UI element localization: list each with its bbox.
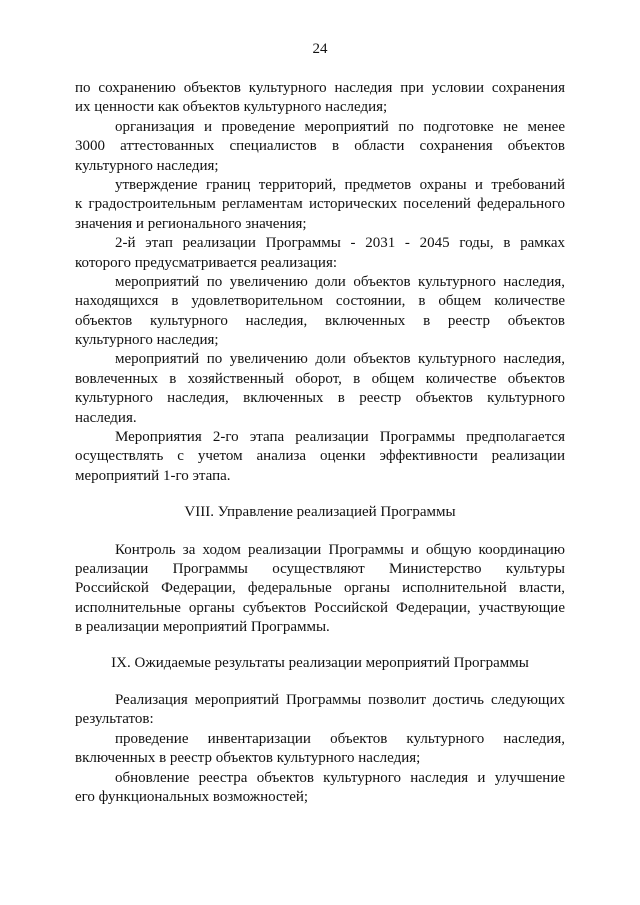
text-line: организация и проведение мероприятий по подготовке не менее [115,118,565,135]
text-line: к градостроительным регламентам исторических поселений федерального [75,196,565,213]
text-line: результатов: [75,711,154,728]
text-line: обновление реестра объектов культурного наследия и улучшение [115,769,565,786]
text-line: в реализации мероприятий Программы. [75,619,330,636]
text-line: утверждение границ территорий, предметов охраны и требований [115,176,565,193]
text-line: Контроль за ходом реализации Программы и общую координацию [115,541,565,558]
document-body [75,79,565,807]
text-line: которого предусматривается реализация: [75,254,338,271]
text-line: культурного наследия; [75,332,219,349]
section-heading-viii: VIII. Управление реализацией Программы [184,504,456,521]
text-line: мероприятий по увеличению доли объектов культурного наследия, [115,351,565,368]
text-line: культурного наследия, включенных в реестр объектов культурного [75,390,565,407]
text-line: Мероприятия 2-го этапа реализации Программы предполагается [115,429,565,446]
text-line: 3000 аттестованных специалистов в области сохранения объектов [75,138,565,155]
text-line: реализации Программы осуществляют Министерство культуры [75,560,565,577]
text-line: включенных в реестр объектов культурного наследия; [75,750,421,767]
text-line: их ценности как объектов культурного наследия; [75,99,388,116]
text-line: объектов культурного наследия, включенных в реестр объектов [75,312,565,329]
text-line: 2-й этап реализации Программы - 2031 - 2045 годы, в рамках [115,235,565,252]
text-line: исполнительные органы субъектов Российской Федерации, участвующие [75,599,565,616]
text-line: Российской Федерации, федеральные органы исполнительной власти, [75,580,565,597]
text-line: его функциональных возможностей; [75,788,309,805]
text-line: мероприятий 1-го этапа. [75,467,231,484]
text-line: значения и регионального значения; [75,215,307,232]
text-line: вовлеченных в хозяйственный оборот, в общем количестве объектов [75,370,565,387]
text-line: находящихся в удовлетворительном состоянии, в общем количестве [75,293,565,310]
section-heading-ix: IX. Ожидаемые результаты реализации мероприятий Программы [111,654,529,671]
text-line: осуществлять с учетом анализа оценки эффективности реализации [75,448,565,465]
text-line: по сохранению объектов культурного наследия при условии сохранения [75,80,565,96]
text-line: культурного наследия; [75,157,219,174]
text-line: наследия. [75,409,137,426]
text-line: Реализация мероприятий Программы позволит достичь следующих [115,691,565,708]
text-line: мероприятий по увеличению доли объектов культурного наследия, [115,273,565,290]
text-line: проведение инвентаризации объектов культурного наследия, [115,730,565,747]
page-number: 24 [312,41,328,57]
